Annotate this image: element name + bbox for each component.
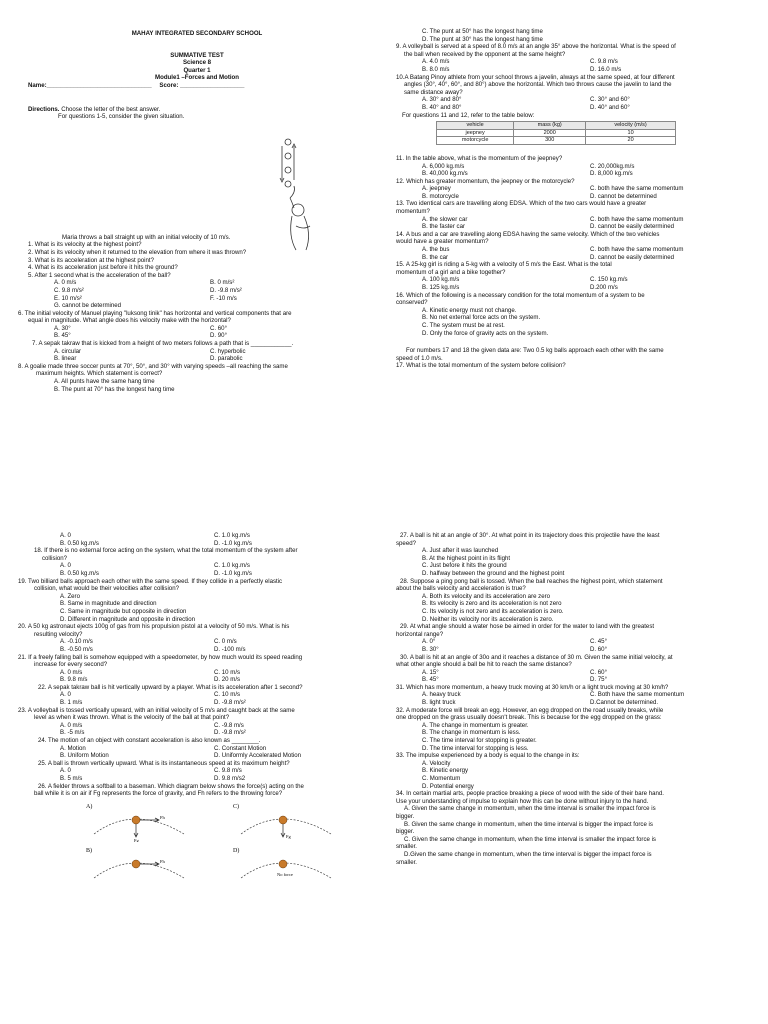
option: B. No net external force acts on the system. [422, 314, 541, 322]
option: A. -0.10 m/s [60, 638, 93, 646]
question-26-cont: ball while it is on air if Fg represents the force of gravity, and Fh refers to the throwing force? [34, 790, 283, 798]
option: B. Its velocity is zero and its acceleration is not zero [422, 600, 562, 608]
table-header: velocity (m/s) [586, 122, 676, 130]
option: B. 8.0 m/s [422, 65, 450, 73]
option: D. cannot be easily determined [590, 253, 675, 261]
option: C. 0 m/s [214, 638, 237, 646]
question-24: 24. The motion of an object with constant acceleration is also known as ________. [38, 737, 261, 745]
option: D. -100 m/s [214, 645, 246, 653]
question-18: 18. If there is no external force acting on the system, what the total momentum of the system after [34, 547, 298, 555]
question-8-cont: maximum heights. Which statement is correct? [36, 370, 163, 378]
question-15-cont: momentum of a girl and a bike together? [396, 268, 506, 276]
question-12: 12. Which has greater momentum, the jeepney or the motorcycle? [396, 177, 575, 185]
question-10-options [396, 96, 758, 111]
question-15: 15. A 25-kg girl is riding a 5-kg with a velocity of 5 m/s the East. What is the total [396, 261, 612, 269]
table-row [437, 129, 676, 137]
option: C. Both have the same momentum [590, 691, 685, 699]
option: A. Kinetic energy must not change. [422, 306, 517, 314]
option: D.Given the same change in momentum, when the time interval is bigger the impact force is [404, 850, 652, 858]
option: B. 5 m/s [60, 775, 83, 782]
question-18-options [34, 562, 368, 577]
option-cont: smaller. [396, 843, 417, 851]
question-1: 1. What is its velocity at the highest point? [28, 241, 142, 249]
question-31-options [396, 691, 758, 706]
page-3-content [18, 532, 368, 886]
option: A. 4.0 m/s [422, 58, 450, 66]
option: F. -10 m/s [210, 294, 237, 302]
diagram-force-label: Fg [286, 833, 291, 839]
option: C. both have the same momentum [590, 215, 684, 223]
question-20-options [34, 638, 368, 653]
option: C. 9.8 m/s [590, 58, 618, 66]
option: C. 1.0 kg.m/s [214, 532, 250, 539]
questions-17-18-intro-cont: speed of 1.0 m/s. [396, 354, 443, 362]
option: A. 100 kg.m/s [422, 276, 460, 284]
question-19: 19. Two billiard balls approach each other with the same speed. If they collide in a perfectly elastic [18, 577, 283, 585]
question-6-options [28, 325, 366, 340]
option: A. 0 [60, 767, 71, 775]
option: D.200 m/s [590, 284, 618, 291]
diagram-b-image [84, 844, 204, 886]
diagram-label: C) [233, 803, 239, 810]
option: B. 30° [422, 645, 439, 653]
option: B. Given the same change in momentum, when the time interval is bigger the impact force is [404, 820, 653, 828]
option: B. 40° and 80° [422, 103, 462, 111]
question-6: 6. The initial velocity of Manuel playing "luksong tinik" has horizontal and vertical components that are [18, 309, 292, 317]
option: C. Given the same change in momentum, when the time interval is smaller the impact force is [404, 835, 656, 843]
question-3: 3. What is its acceleration at the highest point? [28, 256, 155, 264]
option: D. 60° [590, 645, 608, 653]
table-cell: 10 [586, 129, 676, 137]
diagram-d-image [231, 844, 351, 886]
option: A. 0 m/s [54, 279, 77, 287]
directions-sub: For questions 1-5, consider the given situation. [58, 113, 185, 121]
option: D. 16.0 m/s [590, 65, 622, 73]
question-10-cont2: same distance away? [404, 88, 463, 96]
option: D. The punt at 30° has the longest hang time [422, 35, 543, 43]
question-10: 10.A Batang Pinoy athlete from your school throws a javelin, always at the same speed, at four different [396, 73, 675, 81]
option: A. Motion [60, 744, 86, 752]
option: D. parabolic [210, 355, 243, 363]
page-1-content [18, 30, 366, 393]
table-cell: 20 [586, 137, 676, 145]
question-23-options [34, 722, 368, 737]
question-21: 21. If a freely falling ball is somehow equipped with a speedometer, by how much would its speed reading [18, 653, 303, 661]
diagram-force-label: Fh [160, 858, 165, 864]
option: B. Uniform Motion [60, 752, 109, 760]
option: C. Same in magnitude but opposite in direction [60, 607, 187, 615]
option: A. 30° and 80° [422, 96, 462, 104]
option: B. At the highest point in its flight [422, 554, 511, 562]
question-22-options [34, 691, 368, 706]
option: C. 20,000kg.m/s [590, 162, 635, 170]
option: C. 9.8 m/s [214, 767, 242, 775]
option: D. -9.8 m/s² [210, 286, 242, 294]
score-label: Score: ___________________ [159, 81, 245, 89]
option: B. -0.50 m/s [60, 645, 93, 653]
option: C. Its velocity is not zero and its acceleration is zero. [422, 607, 564, 615]
question-11-options [396, 163, 758, 178]
option: D. 40° and 60° [590, 103, 630, 111]
questions-11-12-intro: For questions 11 and 12, refer to the table below: [402, 111, 535, 119]
option: C. 9.8 m/s² [54, 286, 84, 294]
question-29-options [396, 638, 758, 653]
question-27: 27. A ball is hit at an angle of 30°. At what point in its trajectory does this projectile have the least [400, 532, 660, 539]
school-name: MAHAY INTEGRATED SECONDARY SCHOOL [131, 30, 263, 37]
question-8: 8. A goalie made three soccer punts at 70°, 50°, and 30° with varying speeds –all reaching the same [18, 362, 288, 370]
option: C. 10 m/s [214, 668, 241, 676]
table-cell: jeepney [437, 129, 514, 137]
diagram-label: A) [86, 803, 93, 810]
page-1 [0, 0, 384, 512]
question-27-cont: speed? [396, 539, 416, 547]
option: C. 60° [210, 324, 228, 332]
question-29-cont: horizontal range? [396, 630, 444, 638]
table-header: mass (kg) [514, 122, 586, 130]
option: C. Constant Motion [214, 744, 267, 752]
option: E. 10 m/s² [54, 294, 82, 302]
diagram-c-image [231, 800, 351, 842]
question-5: 5. After 1 second what is the acceleration of the ball? [28, 271, 171, 279]
option: C. Just before it hits the ground [422, 562, 507, 570]
option-cont: bigger. [396, 812, 415, 820]
question-14-cont: would have a greater momentum? [396, 238, 489, 246]
question-32: 32. A moderate force will break an egg. However, an egg dropped on the road usually breaks, while [396, 706, 664, 714]
option: C. The time interval for stopping is greater. [422, 737, 537, 745]
option: B. 45° [54, 332, 71, 340]
question-24-options [34, 745, 368, 760]
option: A. circular [54, 347, 82, 355]
ball-throw-figure-image [258, 136, 314, 256]
question-28-cont: about the balls velocity and acceleration is true? [396, 585, 526, 593]
option: A. Both its velocity and its acceleration are zero [422, 592, 551, 600]
question-21-options [34, 669, 368, 684]
option: C. 30° and 60° [590, 96, 630, 104]
question-17: 17. What is the total momentum of the system before collision? [396, 362, 566, 370]
question-22: 22. A sepak takraw ball is hit vertically upward by a player. What is its acceleration after 1 second? [38, 683, 303, 691]
question-20-cont: resulting velocity? [34, 630, 83, 638]
question-12-options [396, 185, 758, 200]
diagram-no-force-label: No force [277, 871, 293, 877]
question-18-cont: collision? [42, 554, 68, 562]
page-2 [384, 0, 768, 512]
option: A. the bus [422, 246, 450, 254]
option: D. Different in magnitude and opposite in direction [60, 615, 196, 623]
option: D. 75° [590, 676, 608, 684]
question-25: 25. A ball is thrown vertically upward. What is its instantaneous speed at its maximum height? [38, 759, 290, 767]
question-9-cont: the ball when received by the opponent at the same height? [404, 50, 566, 58]
option: C. 150 kg.m/s [590, 276, 628, 284]
option-cont: bigger. [396, 828, 415, 836]
quarter: Quarter 1 [183, 66, 211, 74]
question-13-options [396, 216, 758, 231]
question-34-cont: Use your understanding of impulse to explain how this can be done without injury to the hand. [396, 797, 649, 805]
table-cell: 300 [514, 137, 586, 145]
table-cell: motorcycle [437, 137, 514, 145]
option: A. Just after it was launched [422, 547, 499, 555]
option: A. heavy truck [422, 691, 461, 699]
option: C. both have the same momentum [590, 246, 684, 254]
test-title: SUMMATIVE TEST [170, 51, 224, 59]
option: D. cannot be determined [590, 192, 657, 200]
question-16-cont: conserved? [396, 299, 428, 307]
question-11: 11. In the table above, what is the momentum of the jeepney? [396, 154, 563, 162]
option: B. The change in momentum is less. [422, 729, 521, 737]
question-26: 26. A fielder throws a softball to a baseman. Which diagram below shows the force(s) acting on the [38, 782, 304, 790]
diagram-force-label: Fh [160, 814, 165, 820]
option: A. the slower car [422, 215, 468, 223]
option: A. 0 [60, 532, 71, 539]
option: C. -9.8 m/s [214, 721, 244, 729]
option: B. The punt at 70° has the longest hang time [54, 385, 175, 393]
option: D. cannot be easily determined [590, 223, 675, 231]
subject: Science 8 [182, 59, 212, 67]
option: D. Uniformly Accelerated Motion [214, 752, 302, 760]
option: B. 40,000 kg.m/s [422, 170, 468, 178]
page-4 [384, 512, 768, 1024]
directions-label: Directions. [28, 105, 60, 113]
diagram-force-label: Fg [134, 837, 139, 842]
question-2: 2. What is its velocity when it returned to the elevation from where it was thrown? [28, 248, 247, 256]
question-28: 28. Suppose a ping pong ball is tossed. When the ball reaches the highest point, which statement [400, 577, 663, 585]
option: A. 6,000 kg.m/s [422, 162, 465, 170]
option: B. 45° [422, 676, 439, 684]
option: C. 60° [590, 668, 608, 676]
option: B. 0.50 kg.m/s [60, 539, 99, 547]
option: A. 0 m/s [60, 668, 83, 676]
option: D. 9.8 m/s2 [214, 775, 246, 782]
option: B. 1 m/s [60, 699, 83, 707]
option: B. linear [54, 355, 77, 363]
option: G. cannot be determined [54, 302, 122, 310]
option: A. 0° [422, 638, 436, 646]
option: B. 0 m/s² [210, 279, 235, 287]
option: B. the car [422, 253, 449, 261]
option: B. light truck [422, 699, 456, 707]
option: B. the faster car [422, 223, 466, 231]
table-row [437, 137, 676, 145]
name-label: Name:_______________________________ [28, 81, 152, 89]
question-23: 23. A volleyball is tossed vertically upward, with an initial velocity of 5 m/s and caught back at the same [18, 706, 295, 714]
question-17-options [34, 532, 368, 547]
option: A. Velocity [422, 759, 451, 767]
question-9-options [396, 58, 758, 73]
option: D. The time interval for stopping is less. [422, 744, 529, 752]
question-14-options [396, 246, 758, 261]
question-7: 7. A sepak takraw that is kicked from a height of two meters follows a path that is ____________. [32, 340, 294, 348]
option: D.Cannot be determined. [590, 699, 659, 707]
question-32-cont: one dropped on the grass usually doesn't break. This is because for the egg dropped on the grass: [396, 714, 662, 722]
option: B. 0.50 kg.m/s [60, 569, 99, 577]
option: C. both have the same momentum [590, 185, 684, 193]
question-29: 29. At what angle should a water hose be aimed in order for the water to land with the greatest [400, 623, 655, 631]
diagram-label: D) [233, 847, 240, 854]
option: D. -1.0 kg.m/s [214, 569, 252, 577]
question-16: 16. Which of the following is a necessary condition for the total momentum of a system to be [396, 291, 645, 299]
question-31: 31. Which has more momentum, a heavy truck moving at 30 km/h or a light truck moving at 30 km/h? [396, 683, 669, 691]
question-34: 34. In certain martial arts, people practice breaking a piece of wood with the side of their bare hand. [396, 790, 664, 798]
option: D. Potential energy [422, 782, 474, 790]
question-20: 20. A 50 kg astronaut ejects 100g of gas from his propulsion pistol at a velocity of 50 m/s. What is his [18, 623, 290, 631]
question-13-cont: momentum? [396, 208, 430, 216]
option: A. 0 [60, 691, 71, 699]
question-30: 30. A ball is hit at an angle of 30o and it reaches a distance of 30 m. Given the same initial velocity, at [400, 653, 673, 661]
diagram-a-image [84, 800, 204, 842]
option: D. -1.0 kg.m/s [214, 539, 252, 547]
option: A. All punts have the same hang time [54, 378, 155, 386]
option: C. Momentum [422, 775, 461, 782]
option: C. The punt at 50° has the longest hang time [422, 28, 543, 35]
option: A. The change in momentum is greater. [422, 721, 529, 729]
option: B. Same in magnitude and direction [60, 600, 157, 608]
option: C. The system must be at rest. [422, 321, 505, 329]
question-10-cont: angles (30°, 40°, 60°, and 80°) above the horizontal. Which two throws cause the javelin to land the [404, 81, 672, 89]
option: C. 45° [590, 638, 608, 646]
option: D. Neither its velocity nor its acceleration is zero. [422, 615, 554, 623]
option: B. -5 m/s [60, 729, 85, 737]
question-9: 9. A volleyball is served at a speed of 8.0 m/s at an angle 35° above the horizontal. What is the speed of [396, 43, 676, 51]
questions-17-18-intro: For numbers 17 and 18 the given data are: Two 0.5 kg balls approach each other with the same [406, 347, 664, 355]
option: D. 90° [210, 332, 228, 340]
option: C. hyperbolic [210, 347, 246, 355]
question-19-cont: collision, what would be their velocities after collision? [34, 585, 179, 593]
question-30-cont: what other angle should a ball be hit to reach the same distance? [396, 661, 572, 669]
situation: Maria throws a ball straight up with an initial velocity of 10 m/s. [62, 233, 231, 241]
question-21-cont: increase for every second? [34, 661, 108, 669]
option: C. 10 m/s [214, 691, 241, 699]
option: A. jeepney [422, 185, 451, 193]
module-title: Module1 –Forces and Motion [155, 74, 239, 82]
option: C. 1.0 kg.m/s [214, 562, 250, 570]
name-score-line [28, 82, 366, 90]
option: A. 0 m/s [60, 721, 83, 729]
option: A. 30° [54, 324, 71, 332]
option: B. motorcycle [422, 192, 459, 200]
option: D. -9.8 m/s² [214, 699, 246, 707]
page-3 [0, 512, 384, 1024]
option: A. 15° [422, 668, 439, 676]
question-33: 33. The impulse experienced by a body is equal to the change in its: [396, 752, 580, 760]
diagram-label: B) [86, 847, 92, 854]
option: D. 20 m/s [214, 676, 241, 684]
option: A. Zero [60, 592, 80, 600]
vehicle-table [436, 121, 676, 145]
force-diagrams [34, 800, 368, 886]
option: B. Kinetic energy [422, 767, 469, 775]
question-4: 4. What is its acceleration just before it hits the ground? [28, 264, 178, 272]
question-13: 13. Two identical cars are travelling along EDSA. Which of the two cars would have a greater [396, 200, 647, 208]
option: B. 125 kg.m/s [422, 284, 460, 291]
table-header-row [437, 122, 676, 130]
option: A. 0 [60, 562, 71, 570]
question-7-options [28, 348, 366, 363]
question-6-cont: equal in magnitude. What angle does his velocity make with the horizontal? [28, 317, 231, 325]
question-15-options [396, 276, 758, 291]
question-30-options [396, 669, 758, 684]
table-cell: 2000 [514, 129, 586, 137]
question-25-options [34, 767, 368, 782]
option: D. Only the force of gravity acts on the system. [422, 329, 549, 337]
option: B. 9.8 m/s [60, 676, 88, 684]
question-14: 14. A bus and a car are travelling along EDSA having the same velocity. Which of the two vehicles [396, 230, 660, 238]
directions-text: Choose the letter of the best answer. [59, 105, 161, 113]
question-23-cont: level as when it was thrown. What is the velocity of the ball at that point? [34, 714, 230, 722]
option: D. 8,000 kg.m/s [590, 170, 633, 178]
table-header: vehicle [437, 122, 514, 130]
option: D. halfway between the ground and the highest point [422, 569, 565, 577]
directions [28, 106, 366, 114]
page-4-content [396, 532, 758, 866]
question-5-options [28, 279, 366, 302]
option: A. Given the same change in momentum, when the time interval is smaller the impact force is [404, 805, 656, 813]
page-2-content [396, 28, 758, 370]
option: D. -9.8 m/s² [214, 729, 246, 737]
option-cont: smaller. [396, 858, 417, 866]
